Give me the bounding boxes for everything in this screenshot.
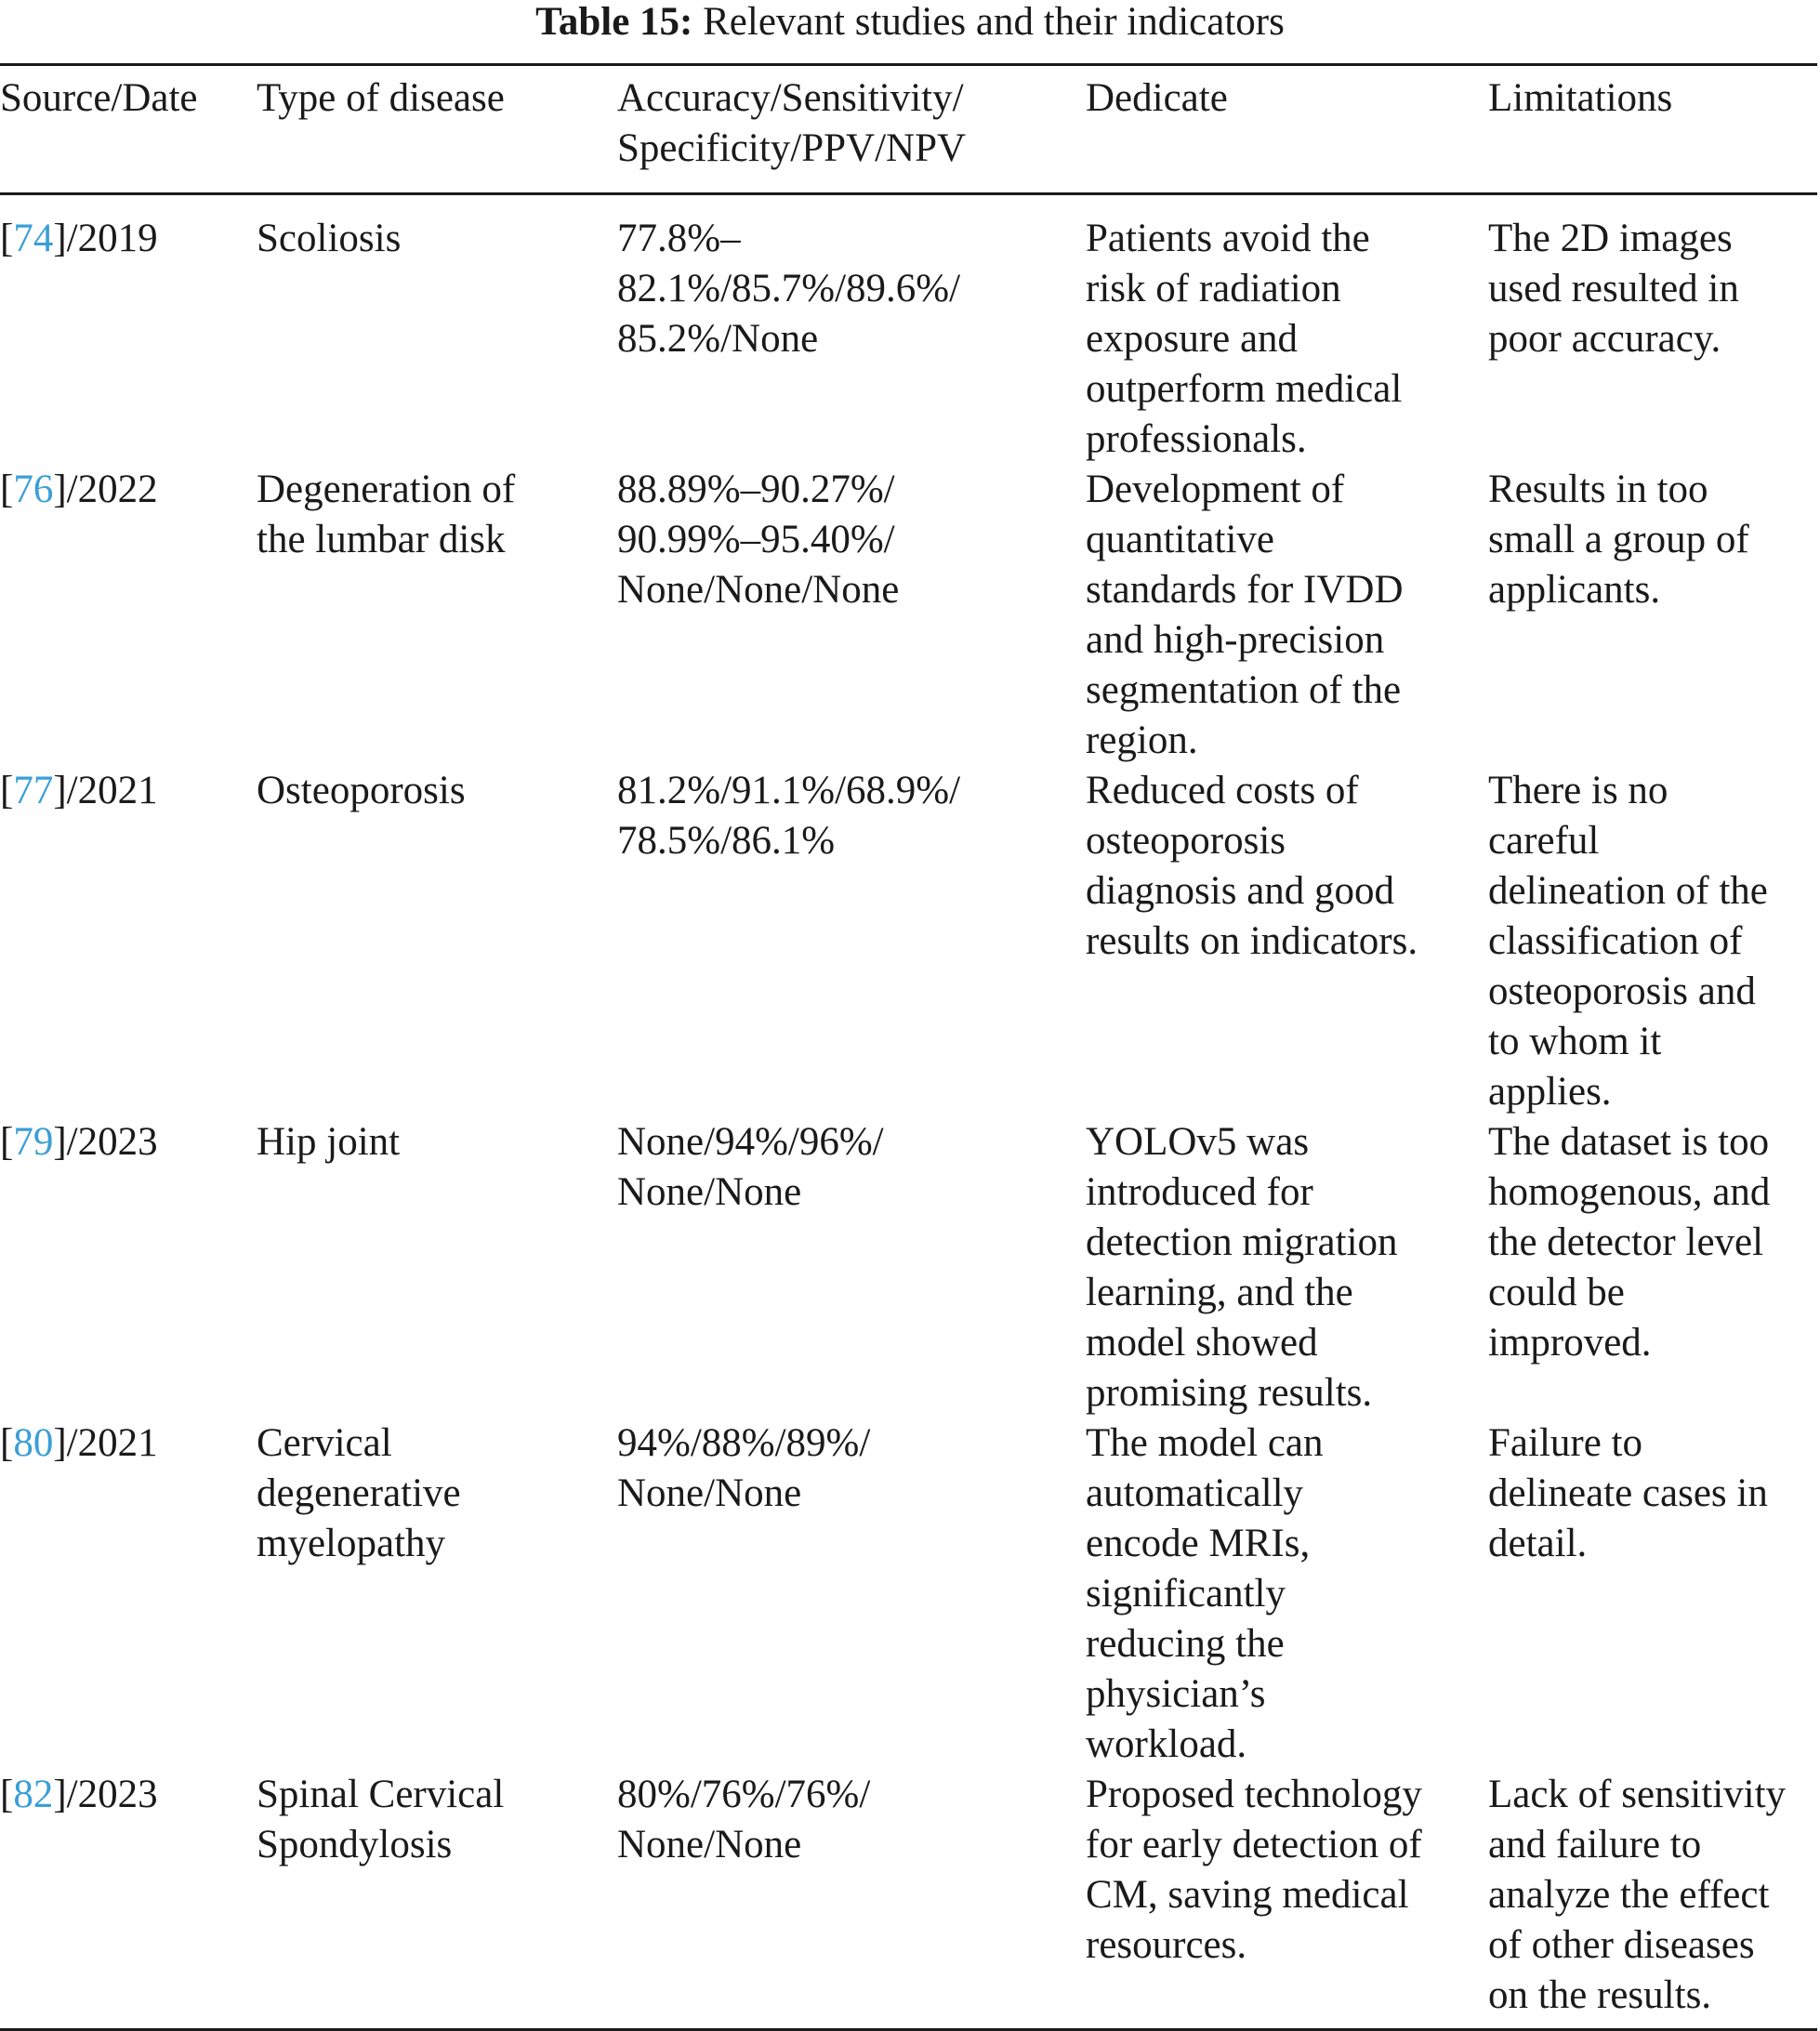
date: 2021 <box>77 1421 158 1465</box>
header-limitations: Limitations <box>1488 76 1673 120</box>
dedicate-cell: Patients avoid the risk of radiation exposure and outperform medical professionals. <box>1086 217 1403 461</box>
metrics-cell: 77.8%– 82.1%/85.7%/89.6%/ 85.2%/None <box>617 217 961 361</box>
table-row <box>0 766 1817 1117</box>
disease-cell: Scoliosis <box>257 217 402 260</box>
studies-table-container <box>0 63 1817 2031</box>
table-row <box>0 1770 1817 2030</box>
table-row <box>0 1418 1817 1770</box>
table-header-row <box>0 65 1817 194</box>
source-date-cell: [77]/2021 <box>0 769 158 812</box>
disease-cell: Osteoporosis <box>257 769 466 812</box>
disease-cell: Spinal Cervical Spondylosis <box>257 1773 505 1866</box>
dedicate-cell: The model can automatically encode MRIs, significantly reducing the physician’s workload. <box>1086 1421 1324 1766</box>
citation-link[interactable]: 82 <box>13 1773 54 1816</box>
table-row <box>0 194 1817 466</box>
source-date-cell: [80]/2021 <box>0 1421 158 1465</box>
limitations-cell: Failure to delineate cases in detail. <box>1488 1421 1768 1565</box>
dedicate-cell: YOLOv5 was introduced for detection migration learning, and the model showed promising results. <box>1086 1120 1398 1415</box>
disease-cell: Cervical degenerative myelopathy <box>257 1421 461 1565</box>
dedicate-cell: Reduced costs of osteoporosis diagnosis and good results on indicators. <box>1086 769 1418 963</box>
studies-table <box>0 63 1817 2031</box>
metrics-cell: 94%/88%/89%/ None/None <box>617 1421 871 1515</box>
source-date-cell: [74]/2019 <box>0 217 158 260</box>
citation-link[interactable]: 79 <box>13 1120 54 1164</box>
table-row <box>0 465 1817 766</box>
date: 2022 <box>77 468 158 511</box>
disease-cell: Hip joint <box>257 1120 401 1164</box>
citation-link[interactable]: 80 <box>13 1421 54 1465</box>
table-caption <box>0 0 1820 45</box>
limitations-cell: Results in too small a group of applicants. <box>1488 468 1749 612</box>
citation-link[interactable]: 76 <box>13 468 54 511</box>
metrics-cell: 80%/76%/76%/ None/None <box>617 1773 871 1866</box>
table-body <box>0 194 1817 2030</box>
date: 2021 <box>77 769 158 812</box>
date: 2023 <box>77 1120 158 1164</box>
source-date-cell: [79]/2023 <box>0 1120 158 1164</box>
disease-cell: Degeneration of the lumbar disk <box>257 468 516 561</box>
date: 2023 <box>77 1773 158 1816</box>
source-date-cell: [82]/2023 <box>0 1773 158 1816</box>
citation-link[interactable]: 77 <box>13 769 54 812</box>
metrics-cell: 81.2%/91.1%/68.9%/ 78.5%/86.1% <box>617 769 961 863</box>
date: 2019 <box>77 217 158 260</box>
limitations-cell: The dataset is too homogenous, and the detector level could be improved. <box>1488 1120 1771 1365</box>
limitations-cell: Lack of sensitivity and failure to analyze the effect of other diseases on the results. <box>1488 1773 1787 2017</box>
metrics-cell: 88.89%–90.27%/ 90.99%–95.40%/ None/None/None <box>617 468 900 612</box>
source-date-cell: [76]/2022 <box>0 468 158 511</box>
table-caption-label: Table 15: <box>535 0 693 44</box>
header-source-date: Source/Date <box>0 76 198 120</box>
header-metrics: Accuracy/Sensitivity/ Specificity/PPV/NPV <box>617 76 967 170</box>
limitations-cell: The 2D images used resulted in poor accuracy. <box>1488 217 1739 361</box>
header-type-of-disease: Type of disease <box>257 76 505 120</box>
dedicate-cell: Proposed technology for early detection of CM, saving medical resources. <box>1086 1773 1422 1967</box>
table-header <box>0 65 1817 194</box>
table-caption-text: Relevant studies and their indicators <box>703 0 1285 44</box>
metrics-cell: None/94%/96%/ None/None <box>617 1120 884 1214</box>
citation-link[interactable]: 74 <box>13 217 54 260</box>
dedicate-cell: Development of quantitative standards for IVDD and high-precision segmentation of the region. <box>1086 468 1404 762</box>
table-row <box>0 1117 1817 1418</box>
limitations-cell: There is no careful delineation of the classification of osteoporosis and to whom it applies. <box>1488 769 1768 1114</box>
header-dedicate: Dedicate <box>1086 76 1228 120</box>
